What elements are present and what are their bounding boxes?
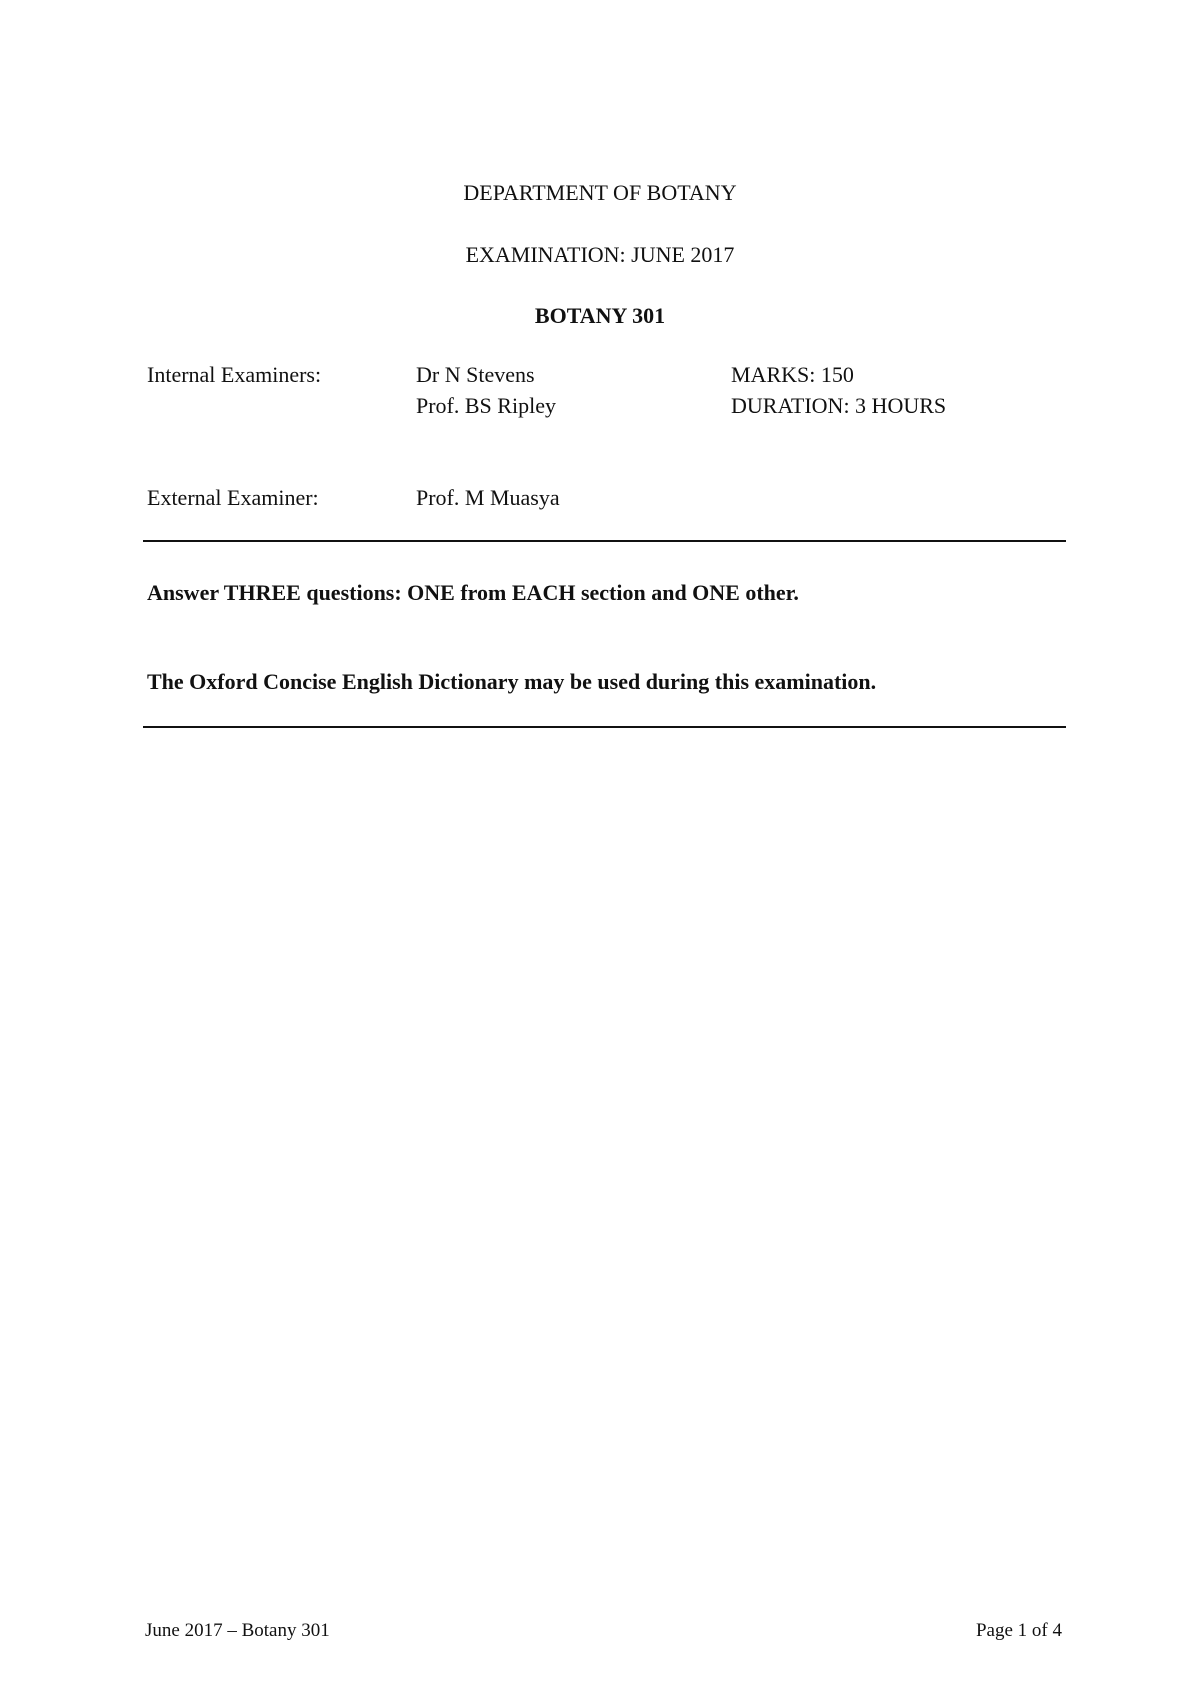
external-examiner-label: External Examiner: <box>147 485 319 510</box>
internal-examiner-2: Prof. BS Ripley <box>416 393 556 418</box>
footer-exam-label: June 2017 – Botany 301 <box>145 1620 330 1641</box>
external-examiner-name: Prof. M Muasya <box>416 485 560 510</box>
marks-value: MARKS: 150 <box>731 362 854 387</box>
top-divider <box>143 540 1066 542</box>
dictionary-instruction: The Oxford Concise English Dictionary may be used during this examination. <box>147 669 877 694</box>
duration-value: DURATION: 3 HOURS <box>731 393 947 418</box>
internal-examiners-label: Internal Examiners: <box>147 362 322 387</box>
examination-heading: EXAMINATION: JUNE 2017 <box>465 242 735 267</box>
course-title: BOTANY 301 <box>534 303 666 328</box>
bottom-divider <box>143 726 1066 728</box>
department-heading: DEPARTMENT OF BOTANY <box>463 180 737 205</box>
footer-page-number: Page 1 of 4 <box>975 1620 1062 1641</box>
answer-instruction: Answer THREE questions: ONE from EACH section and ONE other. <box>147 580 799 605</box>
internal-examiner-1: Dr N Stevens <box>416 362 535 387</box>
